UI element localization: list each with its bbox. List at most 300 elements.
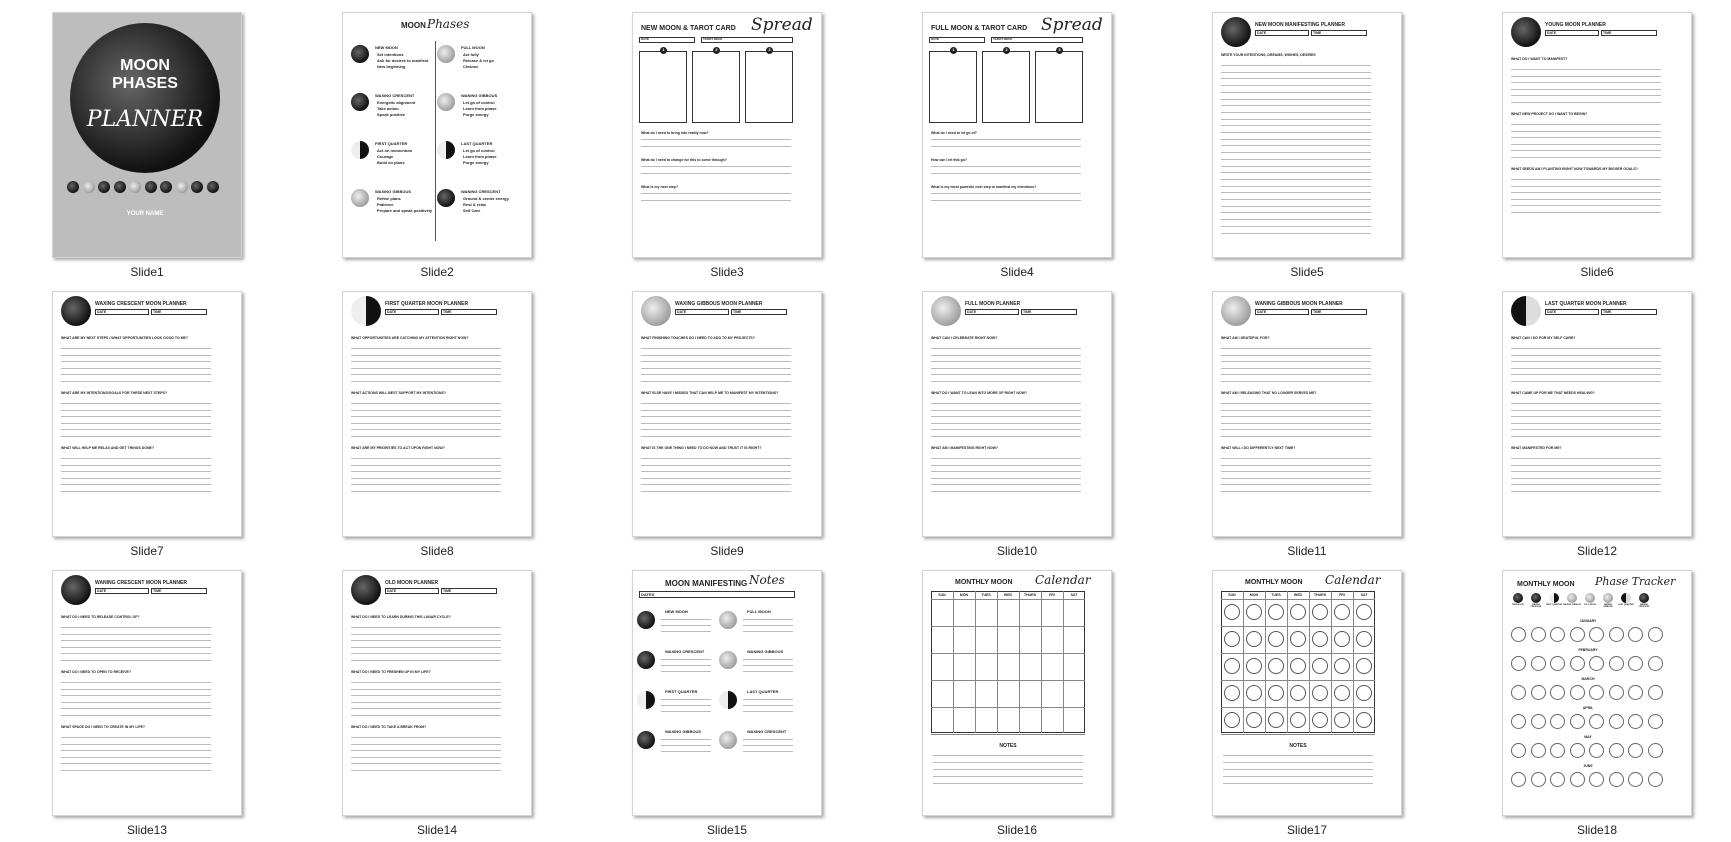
- tracker-circle: [1511, 627, 1526, 642]
- tracker-circle: [1550, 627, 1565, 642]
- tracker-circle: [1511, 714, 1526, 729]
- writing-line: [1221, 403, 1371, 404]
- tracker-circle: [1648, 685, 1663, 700]
- slide-preview[interactable]: [1502, 291, 1692, 537]
- slide-thumbnail[interactable]: [580, 0, 813, 279]
- writing-line: [1221, 119, 1371, 120]
- question: WHAT SEEDS AM I PLANTING RIGHT NOW TOWARDS MY BIGGER GOALS?: [1511, 167, 1638, 171]
- writing-line: [1221, 186, 1371, 187]
- moon-circle: [1224, 658, 1240, 674]
- writing-line: [641, 368, 791, 369]
- writing-line: [351, 471, 501, 472]
- slide-caption: Slide4: [1000, 265, 1034, 279]
- writing-line: [641, 355, 791, 356]
- tracker-circle: [1550, 772, 1565, 787]
- question: WHAT AM I GRATEFUL FOR?: [1221, 336, 1270, 340]
- question: What do I need to bring into reality now?: [641, 131, 709, 135]
- cover-title: PLANNER: [86, 107, 204, 132]
- moon-phase-icon: [129, 181, 141, 193]
- field-label: DATE: [387, 589, 397, 593]
- weekday-label: WED: [1003, 593, 1013, 597]
- writing-line: [61, 368, 211, 369]
- slide-caption: Slide1: [130, 265, 164, 279]
- writing-line: [931, 173, 1081, 174]
- writing-line: [931, 403, 1081, 404]
- phase-item: Take action: [377, 106, 399, 111]
- writing-line: [1221, 429, 1371, 430]
- writing-line: [931, 478, 1081, 479]
- moon-circle: [1290, 712, 1306, 728]
- slide-thumbnail[interactable]: [0, 558, 200, 837]
- moon-phase-icon: [931, 296, 961, 326]
- writing-line: [351, 647, 501, 648]
- slide-thumbnail[interactable]: [580, 279, 780, 558]
- moon-circle: [1290, 604, 1306, 620]
- field-label: TAROT DECK: [993, 37, 1013, 41]
- writing-line: [61, 491, 211, 492]
- slide-title: FULL MOON & TAROT CARD: [931, 25, 1028, 32]
- moon-circle: [1246, 685, 1262, 701]
- moon-phase-icon: [83, 181, 95, 193]
- field-label: DATE: [97, 589, 107, 593]
- slide-preview[interactable]: [1212, 570, 1402, 816]
- writing-line: [351, 355, 501, 356]
- grid-line: [953, 591, 954, 733]
- writing-line: [1221, 355, 1371, 356]
- writing-line: [61, 436, 211, 437]
- tracker-circle: [1511, 656, 1526, 671]
- moon-circle: [1356, 631, 1372, 647]
- grid-line: [1221, 680, 1375, 681]
- phase-item: Refine plans: [377, 196, 401, 201]
- writing-line: [931, 361, 1081, 362]
- writing-line: [1221, 72, 1371, 73]
- field-label: DATES: [641, 592, 655, 597]
- writing-line: [1511, 465, 1661, 466]
- slide-preview[interactable]: [342, 291, 532, 537]
- moon-circle: [1268, 685, 1284, 701]
- slide-thumbnail[interactable]: [0, 0, 204, 279]
- writing-line: [61, 689, 211, 690]
- slide-title: MONTHLY MOON: [1517, 581, 1575, 588]
- slide-caption: Slide6: [1580, 265, 1614, 279]
- tracker-circle: [1570, 685, 1585, 700]
- writing-line: [351, 368, 501, 369]
- writing-line: [1221, 436, 1371, 437]
- moon-phase-icon: [1603, 593, 1613, 603]
- slide-thumbnail[interactable]: [1450, 279, 1650, 558]
- writing-line: [1221, 226, 1371, 227]
- tracker-circle: [1550, 714, 1565, 729]
- writing-line: [1221, 152, 1371, 153]
- writing-line: [61, 770, 211, 771]
- writing-line: [351, 491, 501, 492]
- moon-phase-icon: [351, 575, 381, 605]
- writing-line: [931, 368, 1081, 369]
- slide-title: WANING GIBBOUS MOON PLANNER: [1255, 301, 1343, 307]
- slide-preview[interactable]: [342, 12, 532, 258]
- writing-line: [1511, 348, 1661, 349]
- month-label: MAY: [1584, 735, 1592, 739]
- writing-line: [641, 416, 791, 417]
- slide-preview[interactable]: [1502, 12, 1692, 258]
- weekday-label: SUN: [938, 593, 946, 597]
- phase-name: FULL MOON: [1584, 604, 1596, 606]
- phase-item: Learn from phase: [463, 154, 497, 159]
- phase-item: Ask for desires to manifest: [377, 58, 429, 63]
- writing-line: [61, 744, 211, 745]
- grid-line: [1353, 591, 1354, 733]
- slide-title-script: Phase Tracker: [1595, 575, 1676, 588]
- moon-circle: [1224, 685, 1240, 701]
- question: WHAT ARE MY PRIORITIES TO ACT UPON RIGHT NOW?: [351, 446, 445, 450]
- moon-phase-icon: [1511, 17, 1541, 47]
- writing-line: [351, 627, 501, 628]
- slide-thumbnail[interactable]: [1160, 558, 1381, 837]
- writing-line: [61, 737, 211, 738]
- writing-line: [61, 478, 211, 479]
- slide-thumbnail[interactable]: [870, 279, 1070, 558]
- writing-line: [61, 750, 211, 751]
- slide-title: FULL MOON PLANNER: [965, 301, 1021, 307]
- moon-circle: [1312, 685, 1328, 701]
- moon-phase-icon: [1511, 296, 1541, 326]
- phase-name: FIRST QUARTER: [1545, 604, 1563, 606]
- writing-line: [1221, 465, 1371, 466]
- question: WHAT DO I NEED TO TAKE A BREAK FROM?: [351, 725, 427, 729]
- writing-line: [1221, 99, 1371, 100]
- phase-name: FULL MOON: [461, 45, 485, 50]
- writing-line: [1221, 132, 1371, 133]
- writing-line: [661, 671, 711, 672]
- writing-line: [351, 757, 501, 758]
- tracker-circle: [1609, 656, 1624, 671]
- moon-circle: [1224, 712, 1240, 728]
- slide-thumbnail[interactable]: [0, 279, 200, 558]
- moon-circle: [1334, 685, 1350, 701]
- moon-phase-icon: [207, 181, 219, 193]
- writing-line: [641, 484, 791, 485]
- weekday-label: THURS: [1023, 593, 1037, 597]
- phase-item: Courage: [377, 154, 394, 159]
- slide-thumbnail[interactable]: [290, 558, 490, 837]
- writing-line: [1511, 368, 1661, 369]
- writing-line: [351, 708, 501, 709]
- question: WHAT SPACE DO I NEED TO CREATE IN MY LIFE?: [61, 725, 146, 729]
- dates-field: [639, 591, 795, 598]
- card-slot: [692, 51, 740, 123]
- writing-line: [661, 619, 711, 620]
- writing-line: [1511, 484, 1661, 485]
- phase-item: Set intentions: [377, 52, 404, 57]
- writing-line: [1511, 131, 1661, 132]
- writing-line: [1221, 92, 1371, 93]
- slide-preview[interactable]: [632, 12, 822, 258]
- writing-line: [1221, 112, 1371, 113]
- writing-line: [641, 436, 791, 437]
- writing-line: [61, 348, 211, 349]
- writing-line: [1221, 219, 1371, 220]
- writing-line: [641, 146, 791, 147]
- grid-line: [1309, 591, 1310, 733]
- writing-line: [351, 640, 501, 641]
- question: WHAT ELSE HAVE I MISSED THAT CAN HELP ME TO MANIFEST MY INTENTIONS?: [641, 391, 779, 395]
- slide-thumbnail[interactable]: [1160, 279, 1360, 558]
- tracker-circle: [1628, 772, 1643, 787]
- question: WHAT WILL I DO DIFFERENTLY NEXT TIME?: [1221, 446, 1296, 450]
- tracker-circle: [1609, 627, 1624, 642]
- slide-preview[interactable]: [52, 570, 242, 816]
- field-label: TIME: [153, 589, 162, 593]
- writing-line: [61, 647, 211, 648]
- phase-name: WANING GIBBOUS: [461, 93, 498, 98]
- field-label: TIME: [443, 310, 452, 314]
- writing-line: [1511, 76, 1661, 77]
- phase-name: WAXING CRESCENT: [1530, 604, 1542, 608]
- slide-thumbnail[interactable]: [290, 0, 509, 279]
- moon-circle: [1334, 631, 1350, 647]
- slide-preview[interactable]: [342, 570, 532, 816]
- writing-line: [61, 458, 211, 459]
- writing-line: [743, 631, 793, 632]
- moon-circle: [1268, 604, 1284, 620]
- writing-line: [61, 695, 211, 696]
- writing-line: [931, 436, 1081, 437]
- writing-line: [641, 458, 791, 459]
- tracker-circle: [1531, 743, 1546, 758]
- slide-thumbnail[interactable]: [290, 279, 490, 558]
- moon-phase-icon: [437, 93, 455, 111]
- writing-line: [641, 139, 791, 140]
- writing-line: [61, 708, 211, 709]
- phase-item: Self Care: [463, 208, 481, 213]
- slide-preview[interactable]: [632, 291, 822, 537]
- moon-phase-icon: [351, 189, 369, 207]
- grid-line: [1063, 591, 1064, 733]
- question: WHAT ARE MY NEXT STEPS / WHAT OPPORTUNITIES LOOK GOOD TO ME?: [61, 336, 188, 340]
- writing-line: [351, 770, 501, 771]
- writing-line: [641, 478, 791, 479]
- moon-phase-icon: [61, 296, 91, 326]
- weekday-label: SAT: [1070, 593, 1078, 597]
- moon-phase-icon: [145, 181, 157, 193]
- writing-line: [61, 627, 211, 628]
- tracker-circle: [1589, 627, 1604, 642]
- grid-line: [1221, 653, 1375, 654]
- writing-line: [1511, 89, 1661, 90]
- field-label: TIME: [1603, 310, 1612, 314]
- question: What is my most powerful next step to manifest my intentions?: [931, 185, 1037, 189]
- phase-item: Patience: [377, 202, 394, 207]
- slide-thumbnail[interactable]: [1450, 0, 1650, 279]
- month-label: JANUARY: [1579, 619, 1597, 623]
- writing-line: [743, 739, 793, 740]
- writing-line: [351, 381, 501, 382]
- writing-line: [931, 146, 1081, 147]
- writing-line: [1511, 102, 1661, 103]
- moon-circle: [1356, 685, 1372, 701]
- writing-line: [641, 403, 791, 404]
- phase-item: Cleanse: [463, 64, 479, 69]
- slide-preview[interactable]: [922, 291, 1112, 537]
- writing-line: [641, 429, 791, 430]
- moon-phase-icon: [160, 181, 172, 193]
- writing-line: [931, 166, 1081, 167]
- tracker-circle: [1628, 656, 1643, 671]
- cover-title: MOON: [120, 57, 170, 74]
- writing-line: [1221, 410, 1371, 411]
- writing-line: [1223, 755, 1373, 756]
- slide-preview[interactable]: [1502, 570, 1692, 816]
- moon-circle: [1290, 631, 1306, 647]
- writing-line: [351, 458, 501, 459]
- writing-line: [641, 200, 791, 201]
- moon-phase-icon: [67, 181, 79, 193]
- slide-title: MONTHLY MOON: [955, 579, 1013, 586]
- grid-line: [931, 626, 1085, 627]
- weekday-label: THURS: [1313, 593, 1327, 597]
- phase-item: Release & let go: [463, 58, 494, 63]
- writing-line: [743, 699, 793, 700]
- cover-name: YOUR NAME: [126, 211, 164, 217]
- writing-line: [931, 491, 1081, 492]
- question: WHAT AM I RELEASING THAT NO LONGER SERVES ME?: [1221, 391, 1317, 395]
- moon-circle: [1268, 712, 1284, 728]
- moon-phase-icon: [719, 651, 737, 669]
- month-label: FEBRUARY: [1578, 648, 1598, 652]
- writing-line: [1223, 769, 1373, 770]
- slide-preview[interactable]: [922, 570, 1112, 816]
- moon-circle: [1290, 658, 1306, 674]
- grid-line: [931, 599, 1085, 600]
- moon-phase-icon: [1549, 593, 1559, 603]
- moon-circle: [1246, 604, 1262, 620]
- writing-line: [351, 416, 501, 417]
- field-label: DATE: [931, 37, 939, 41]
- phase-item: Build on plans: [377, 160, 405, 165]
- field-label: DATE: [967, 310, 977, 314]
- writing-line: [661, 659, 711, 660]
- tracker-circle: [1550, 656, 1565, 671]
- slide-preview[interactable]: [52, 12, 242, 258]
- tracker-circle: [1511, 772, 1526, 787]
- month-label: MARCH: [1581, 677, 1595, 681]
- moon-phase-icon: [1585, 593, 1595, 603]
- writing-line: [931, 200, 1081, 201]
- moon-circle: [1356, 712, 1372, 728]
- slide-preview[interactable]: [1212, 291, 1402, 537]
- card-slot: [1035, 51, 1083, 123]
- writing-line: [61, 355, 211, 356]
- moon-phase-icon: [641, 296, 671, 326]
- slide-title-script: Notes: [749, 573, 785, 587]
- tracker-circle: [1648, 656, 1663, 671]
- tracker-circle: [1531, 685, 1546, 700]
- question: WHAT DO I NEED TO OPEN TO RECEIVE?: [61, 670, 132, 674]
- writing-line: [61, 682, 211, 683]
- writing-line: [61, 381, 211, 382]
- cover-moon-icon: [70, 23, 220, 173]
- slide-preview[interactable]: [52, 291, 242, 537]
- writing-line: [641, 173, 791, 174]
- slide-title: WAXING CRESCENT MOON PLANNER: [95, 301, 187, 307]
- question: WHAT DO I NEED TO FRESHEN UP IN MY LIFE?: [351, 670, 431, 674]
- writing-line: [351, 750, 501, 751]
- writing-line: [1221, 145, 1371, 146]
- question: WHAT CAME UP FOR ME THAT NEEDS HEALING?: [1511, 391, 1595, 395]
- slide-thumbnail[interactable]: [580, 558, 787, 837]
- writing-line: [351, 374, 501, 375]
- tracker-circle: [1531, 656, 1546, 671]
- slide-thumbnail[interactable]: [1160, 0, 1360, 279]
- moon-phase-icon: [61, 575, 91, 605]
- question: WHAT NEW PROJECT DO I WANT TO BEGIN?: [1511, 112, 1588, 116]
- phase-name: WAXING GIBBOUS: [665, 729, 702, 734]
- writing-line: [351, 695, 501, 696]
- writing-line: [1221, 125, 1371, 126]
- writing-line: [351, 744, 501, 745]
- field-label: DATE: [1547, 31, 1557, 35]
- moon-circle: [1334, 712, 1350, 728]
- slide-preview[interactable]: [922, 12, 1112, 258]
- writing-line: [351, 660, 501, 661]
- writing-line: [1221, 172, 1371, 173]
- slide-preview[interactable]: [1212, 12, 1402, 258]
- phase-item: Energetic alignment: [377, 100, 416, 105]
- phase-item: Act on momentum: [377, 148, 413, 153]
- phase-item: Rest & relax: [463, 202, 487, 207]
- phase-name: LAST QUARTER: [1618, 604, 1634, 606]
- slide-preview[interactable]: [632, 570, 822, 816]
- slide-thumbnail[interactable]: [1450, 558, 1676, 837]
- slide-title: MOON MANIFESTING: [665, 579, 748, 588]
- moon-phase-icon: [1639, 593, 1649, 603]
- field-label: TIME: [733, 310, 742, 314]
- grid-line: [931, 653, 1085, 654]
- slide-thumbnail[interactable]: [870, 558, 1091, 837]
- writing-line: [1221, 85, 1371, 86]
- cover-title: PHASES: [112, 75, 178, 92]
- writing-line: [931, 193, 1081, 194]
- writing-line: [1221, 159, 1371, 160]
- tracker-circle: [1628, 714, 1643, 729]
- slide-caption: Slide9: [710, 544, 744, 558]
- slide-title: MONTHLY MOON: [1245, 579, 1303, 586]
- tracker-circle: [1589, 685, 1604, 700]
- writing-line: [1221, 423, 1371, 424]
- slide-thumbnail[interactable]: [870, 0, 1103, 279]
- tracker-circle: [1570, 627, 1585, 642]
- writing-line: [933, 762, 1083, 763]
- writing-line: [1511, 144, 1661, 145]
- writing-line: [1511, 374, 1661, 375]
- weekday-label: SAT: [1360, 593, 1368, 597]
- writing-line: [1221, 212, 1371, 213]
- writing-line: [351, 682, 501, 683]
- moon-circle: [1312, 658, 1328, 674]
- writing-line: [931, 484, 1081, 485]
- writing-line: [661, 625, 711, 626]
- writing-line: [743, 671, 793, 672]
- field-label: TIME: [1313, 310, 1322, 314]
- slide-title: WANING CRESCENT MOON PLANNER: [95, 580, 187, 586]
- question: WHAT WILL HELP ME RELAX AND GET THINGS DONE?: [61, 446, 155, 450]
- slide-title-script: Calendar: [1325, 573, 1381, 587]
- phase-item: New beginning: [377, 64, 406, 69]
- grid-line: [1221, 626, 1375, 627]
- question: WHAT FINISHING TOUCHES DO I NEED TO ADD TO MY PROJECTS?: [641, 336, 755, 340]
- writing-line: [641, 348, 791, 349]
